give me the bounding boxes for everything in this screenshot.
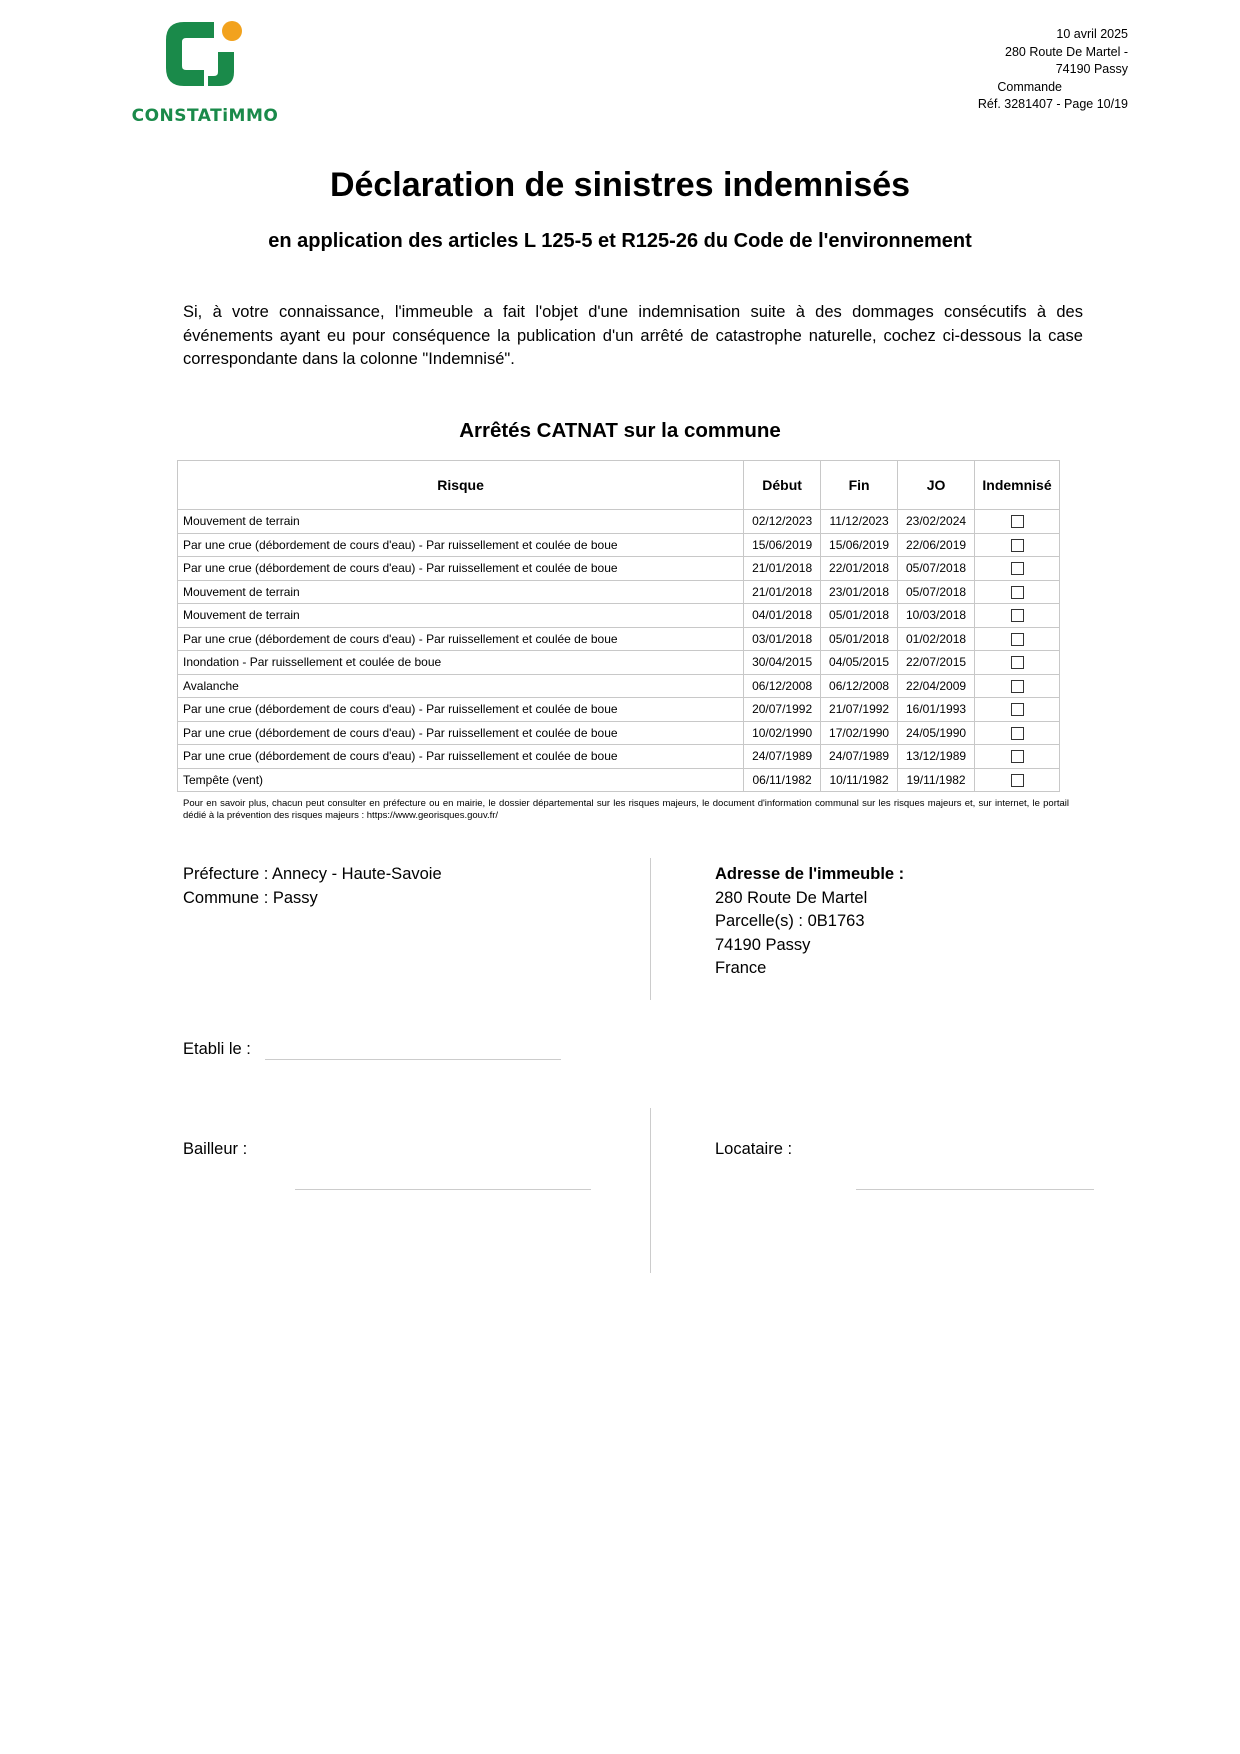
location-info — [183, 863, 442, 910]
vertical-divider — [650, 858, 651, 1000]
catnat-section-title: Arrêtés CATNAT sur la commune — [459, 419, 781, 442]
indemnise-checkbox[interactable] — [1011, 633, 1024, 646]
indemnise-checkbox[interactable] — [1011, 656, 1024, 669]
address-street: 280 Route De Martel — [715, 888, 868, 907]
bailleur-label: Bailleur : — [183, 1140, 248, 1158]
cell-debut: 21/01/2018 — [744, 580, 821, 604]
logo-mark-icon — [162, 18, 248, 90]
cell-indemnise — [975, 768, 1060, 792]
cell-indemnise — [975, 651, 1060, 675]
cell-indemnise — [975, 745, 1060, 769]
table-row — [178, 510, 1060, 534]
order-label: Commande — [997, 79, 1062, 94]
cell-indemnise — [975, 627, 1060, 651]
column-header-indemnise: Indemnisé — [975, 461, 1060, 510]
indemnise-checkbox[interactable] — [1011, 727, 1024, 740]
cell-risque: Par une crue (débordement de cours d'eau) - Par ruissellement et coulée de boue — [178, 698, 744, 722]
table-header-row — [178, 461, 1060, 510]
locataire-signature-line[interactable] — [856, 1189, 1094, 1190]
cell-jo: 24/05/1990 — [898, 721, 975, 745]
etabli-date-line[interactable] — [265, 1059, 561, 1060]
cell-jo: 10/03/2018 — [898, 604, 975, 628]
cell-indemnise — [975, 580, 1060, 604]
company-logo — [120, 18, 290, 130]
cell-debut: 10/02/1990 — [744, 721, 821, 745]
cell-debut: 04/01/2018 — [744, 604, 821, 628]
cell-fin: 17/02/1990 — [821, 721, 898, 745]
locataire-label: Locataire : — [715, 1140, 793, 1158]
indemnise-checkbox[interactable] — [1011, 609, 1024, 622]
cell-debut: 20/07/1992 — [744, 698, 821, 722]
indemnise-checkbox[interactable] — [1011, 703, 1024, 716]
cell-jo: 16/01/1993 — [898, 698, 975, 722]
cell-jo: 01/02/2018 — [898, 627, 975, 651]
header-meta — [978, 26, 1128, 114]
table-row — [178, 580, 1060, 604]
cell-risque: Avalanche — [178, 674, 744, 698]
cell-debut: 30/04/2015 — [744, 651, 821, 675]
header-address-line1: 280 Route De Martel - — [1005, 44, 1128, 59]
reference-page: Réf. 3281407 - Page 10/19 — [977, 97, 1128, 111]
commune-text: Commune : Passy — [183, 888, 318, 907]
signature-divider — [650, 1108, 651, 1273]
cell-indemnise — [975, 674, 1060, 698]
cell-risque: Mouvement de terrain — [178, 580, 744, 604]
cell-fin: 10/11/1982 — [821, 768, 898, 792]
column-header-debut: Début — [744, 461, 821, 510]
cell-jo: 13/12/1989 — [898, 745, 975, 769]
cell-indemnise — [975, 698, 1060, 722]
cell-fin: 23/01/2018 — [821, 580, 898, 604]
indemnise-checkbox[interactable] — [1011, 774, 1024, 787]
cell-risque: Par une crue (débordement de cours d'eau) - Par ruissellement et coulée de boue — [178, 627, 744, 651]
page-title: Déclaration de sinistres indemnisés — [329, 166, 911, 204]
cell-indemnise — [975, 604, 1060, 628]
cell-jo: 05/07/2018 — [898, 557, 975, 581]
cell-fin: 05/01/2018 — [821, 627, 898, 651]
cell-debut: 24/07/1989 — [744, 745, 821, 769]
cell-risque: Par une crue (débordement de cours d'eau) - Par ruissellement et coulée de boue — [178, 745, 744, 769]
table-row — [178, 651, 1060, 675]
column-header-fin: Fin — [821, 461, 898, 510]
cell-fin: 04/05/2015 — [821, 651, 898, 675]
table-row — [178, 557, 1060, 581]
cell-jo: 19/11/1982 — [898, 768, 975, 792]
intro-paragraph: Si, à votre connaissance, l'immeuble a fait l'objet d'une indemnisation suite à des dommages consécutifs à des événements ayant eu pour conséquence la publication d'un arrêté de catastrophe naturelle, cochez ci-dessous la case correspondante dans la colonne "Indemnisé". — [183, 303, 1083, 368]
table-row — [178, 698, 1060, 722]
cell-jo: 05/07/2018 — [898, 580, 975, 604]
cell-indemnise — [975, 533, 1060, 557]
cell-risque: Mouvement de terrain — [178, 510, 744, 534]
indemnise-checkbox[interactable] — [1011, 750, 1024, 763]
cell-fin: 05/01/2018 — [821, 604, 898, 628]
address-city: 74190 Passy — [715, 935, 811, 954]
cell-risque: Tempête (vent) — [178, 768, 744, 792]
cell-jo: 22/04/2009 — [898, 674, 975, 698]
table-row — [178, 533, 1060, 557]
column-header-risque: Risque — [178, 461, 744, 510]
document-date: 10 avril 2025 — [1056, 27, 1128, 41]
cell-fin: 06/12/2008 — [821, 674, 898, 698]
table-row — [178, 674, 1060, 698]
page-subtitle: en application des articles L 125-5 et R125-26 du Code de l'environnement — [268, 230, 972, 252]
catnat-table — [177, 460, 1060, 792]
column-header-jo: JO — [898, 461, 975, 510]
table-row — [178, 627, 1060, 651]
cell-fin: 15/06/2019 — [821, 533, 898, 557]
address-country: France — [715, 959, 767, 977]
cell-risque: Inondation - Par ruissellement et coulée de boue — [178, 651, 744, 675]
cell-jo: 23/02/2024 — [898, 510, 975, 534]
cell-risque: Par une crue (débordement de cours d'eau) - Par ruissellement et coulée de boue — [178, 721, 744, 745]
etabli-label: Etabli le : — [183, 1040, 251, 1058]
cell-fin: 24/07/1989 — [821, 745, 898, 769]
cell-indemnise — [975, 510, 1060, 534]
cell-debut: 06/11/1982 — [744, 768, 821, 792]
cell-fin: 21/07/1992 — [821, 698, 898, 722]
cell-risque: Par une crue (débordement de cours d'eau) - Par ruissellement et coulée de boue — [178, 557, 744, 581]
indemnise-checkbox[interactable] — [1011, 539, 1024, 552]
indemnise-checkbox[interactable] — [1011, 562, 1024, 575]
indemnise-checkbox[interactable] — [1011, 586, 1024, 599]
table-row — [178, 745, 1060, 769]
property-address — [715, 863, 904, 981]
cell-risque: Par une crue (débordement de cours d'eau) - Par ruissellement et coulée de boue — [178, 533, 744, 557]
cell-indemnise — [975, 721, 1060, 745]
cell-debut: 06/12/2008 — [744, 674, 821, 698]
table-row — [178, 604, 1060, 628]
address-parcelle: Parcelle(s) : 0B1763 — [715, 912, 865, 930]
indemnise-checkbox[interactable] — [1011, 680, 1024, 693]
table-row — [178, 768, 1060, 792]
cell-fin: 22/01/2018 — [821, 557, 898, 581]
brand-name: CONSTATiMMO — [131, 106, 279, 126]
cell-risque: Mouvement de terrain — [178, 604, 744, 628]
prefecture-text: Préfecture : Annecy - Haute-Savoie — [183, 865, 442, 883]
cell-debut: 02/12/2023 — [744, 510, 821, 534]
cell-jo: 22/06/2019 — [898, 533, 975, 557]
cell-indemnise — [975, 557, 1060, 581]
cell-jo: 22/07/2015 — [898, 651, 975, 675]
bailleur-signature-line[interactable] — [295, 1189, 591, 1190]
address-heading: Adresse de l'immeuble : — [715, 865, 905, 883]
header-address-line2: 74190 Passy — [1055, 62, 1128, 76]
catnat-note: Pour en savoir plus, chacun peut consulter en préfecture ou en mairie, le dossier départemental sur les risques majeurs, le document d'information communal sur les risques majeurs et, sur internet, le portail dédié à la prévention des risques majeurs : https://www.georisques.gouv.fr/ — [183, 798, 1069, 821]
cell-debut: 03/01/2018 — [744, 627, 821, 651]
cell-fin: 11/12/2023 — [821, 510, 898, 534]
cell-debut: 15/06/2019 — [744, 533, 821, 557]
cell-debut: 21/01/2018 — [744, 557, 821, 581]
indemnise-checkbox[interactable] — [1011, 515, 1024, 528]
table-row — [178, 721, 1060, 745]
